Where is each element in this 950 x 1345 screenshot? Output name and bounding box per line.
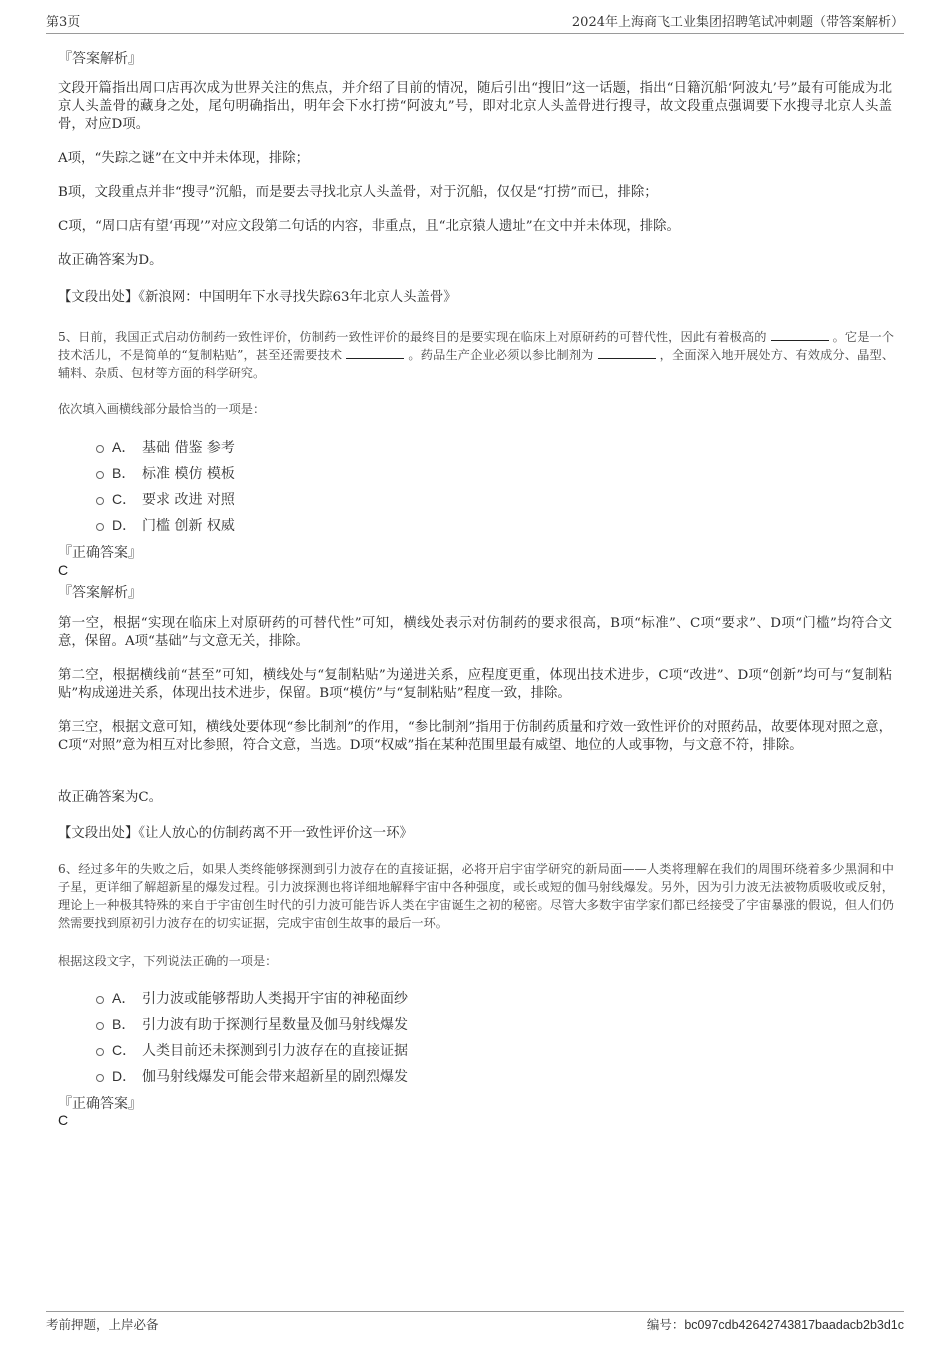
radio-icon[interactable] bbox=[96, 523, 104, 531]
page-header bbox=[46, 12, 904, 34]
fill-blank bbox=[346, 346, 404, 359]
radio-icon[interactable] bbox=[96, 1074, 104, 1082]
option-d[interactable]: D． 伽马射线爆发可能会带来超新星的剧烈爆发 bbox=[96, 1066, 408, 1086]
document-code: 编号：bc097cdb42642743817baadacb2b3d1c bbox=[646, 1318, 904, 1332]
fill-blank bbox=[771, 328, 829, 341]
radio-icon[interactable] bbox=[96, 1022, 104, 1030]
option-a[interactable]: A． 引力波或能够帮助人类揭开宇宙的神秘面纱 bbox=[96, 988, 408, 1008]
analysis-paragraph: 第三空，根据文意可知，横线处要体现“参比制剂”的作用，“参比制剂”指用于仿制药质量和疗效一致性评价的对照药品，故要体现对照之意，C项“对照”意为相互对比参照，符合文意，当选。D项“权威”指在某种范围里最有威望、地位的人或事物，与文意不符，排除。 bbox=[58, 720, 892, 753]
option-c[interactable]: C． 要求 改进 对照 bbox=[96, 489, 235, 509]
conclusion-text: 故正确答案为C。 bbox=[58, 790, 162, 805]
analysis-paragraph: 第一空，根据“实现在临床上对原研药的可替代性”可知，横线处表示对仿制药的要求很高，B项“标准”、C项“要求”、D项“门槛”均符合文意，保留。A项“基础”与文意无关，排除。 bbox=[58, 616, 892, 649]
analysis-label: 『答案解析』 bbox=[58, 51, 142, 67]
source-citation: 【文段出处】《新浪网：中国明年下水寻找失踪63年北京人头盖骨》 bbox=[58, 290, 457, 305]
analysis-paragraph: 文段开篇指出周口店再次成为世界关注的焦点，并介绍了目前的情况，随后引出“搜旧”这一话题，指出“日籍沉船‘阿波丸’号”最有可能成为北京人头盖骨的藏身之处，尾句明确指出，明年会下水打捞“阿波丸”号，即对北京人头盖骨进行搜寻，故文段重点强调要下水搜寻北京人头盖骨，对应D项。 bbox=[58, 81, 892, 132]
radio-icon[interactable] bbox=[96, 471, 104, 479]
fill-blank bbox=[598, 346, 656, 359]
analysis-paragraph: 第二空，根据横线前“甚至”可知，横线处与“复制粘贴”为递进关系，应程度更重，体现出技术进步，C项“改进”、D项“创新”均可与“复制粘贴”构成递进关系，体现出技术进步，保留。B项“模仿”与“复制粘贴”程度一致，排除。 bbox=[58, 668, 892, 701]
option-a[interactable]: A． 基础 借鉴 参考 bbox=[96, 437, 235, 457]
analysis-paragraph: C项，“周口店有望‘再现’”对应文段第二句话的内容，非重点，且“北京猿人遗址”在文中并未体现，排除。 bbox=[58, 219, 680, 234]
page-footer bbox=[46, 1311, 904, 1335]
answer-value: C bbox=[58, 562, 69, 578]
footer-note: 考前押题，上岸必备 bbox=[46, 1317, 159, 1332]
analysis-label: 『答案解析』 bbox=[58, 585, 142, 601]
radio-icon[interactable] bbox=[96, 445, 104, 453]
document-title: 2024年上海商飞工业集团招聘笔试冲刺题（带答案解析） bbox=[571, 15, 904, 30]
analysis-paragraph: A项，“失踪之谜”在文中并未体现，排除； bbox=[58, 151, 310, 166]
option-c[interactable]: C． 人类目前还未探测到引力波存在的直接证据 bbox=[96, 1040, 408, 1060]
page-number: 第3页 bbox=[46, 15, 81, 30]
radio-icon[interactable] bbox=[96, 996, 104, 1004]
option-b[interactable]: B． 引力波有助于探测行星数量及伽马射线爆发 bbox=[96, 1014, 408, 1034]
radio-icon[interactable] bbox=[96, 1048, 104, 1056]
question-stem: 5、日前，我国正式启动仿制药一致性评价，仿制药一致性评价的最终目的是要实现在临床上对原研药的可替代性，因此有着极高的 。它是一个技术活儿，不是简单的“复制粘贴”，甚至还需要技术 。药品生产企业必须以参比制剂为 ，全面深入地开展处方、有效成分、晶型、辅料、杂质、包材等方面的科学研究。 bbox=[58, 330, 895, 380]
answer-value: C bbox=[58, 1112, 69, 1128]
radio-icon[interactable] bbox=[96, 497, 104, 505]
source-citation: 【文段出处】《让人放心的仿制药离不开一致性评价这一环》 bbox=[58, 826, 413, 841]
answer-label: 『正确答案』 bbox=[58, 1096, 142, 1112]
option-b[interactable]: B． 标准 模仿 模板 bbox=[96, 463, 235, 483]
conclusion-text: 故正确答案为D。 bbox=[58, 253, 163, 268]
question-stem: 6、经过多年的失败之后，如果人类终能够探测到引力波存在的直接证据，必将开启宇宙学研究的新局面——人类将理解在我们的周围环绕着多少黑洞和中子星，更详细了解超新星的爆发过程。引力波探测也将详细地解释宇宙中各种强度，或长或短的伽马射线爆发。另外，因为引力波无法被物质吸收或反射，理论上一种极其特殊的来自于宇宙创生时代的引力波可能告诉人类在宇宙诞生之初的秘密。尽管大多数宇宙学家们都已经接受了宇宙暴涨的假说，但人们仍然需要找到原初引力波存在的切实证据，完成宇宙创生故事的最后一环。 bbox=[58, 862, 894, 930]
question-prompt: 根据这段文字，下列说法正确的一项是： bbox=[58, 954, 278, 968]
question-prompt: 依次填入画横线部分最恰当的一项是： bbox=[58, 402, 266, 416]
answer-label: 『正确答案』 bbox=[58, 545, 142, 561]
analysis-paragraph: B项，文段重点并非“搜寻”沉船，而是要去寻找北京人头盖骨，对于沉船，仅仅是“打捞”而已，排除； bbox=[58, 185, 658, 200]
option-d[interactable]: D． 门槛 创新 权威 bbox=[96, 515, 235, 535]
